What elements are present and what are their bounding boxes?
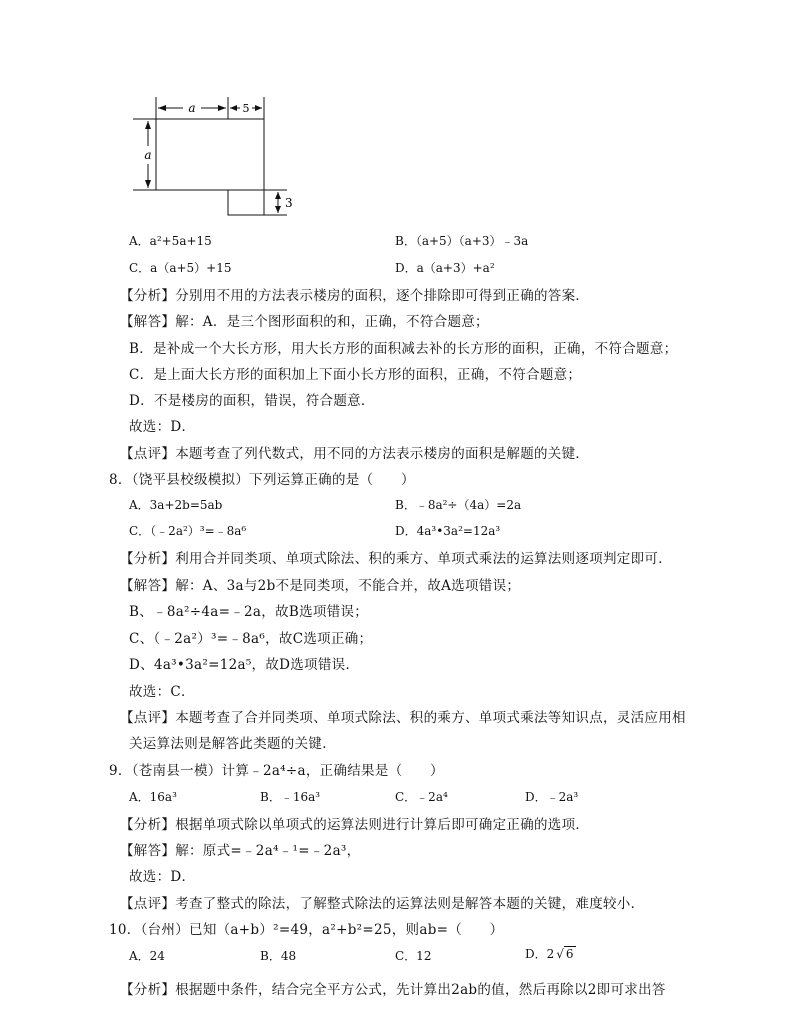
q9-analysis: 【分析】根据单项式除以单项式的运算法则进行计算后即可确定正确的选项． — [120, 817, 590, 833]
q9-choice: 故选：D． — [129, 869, 196, 885]
dim-label-3: 3 — [285, 196, 293, 210]
q7-option-d: D．a（a+3）+a² — [395, 261, 495, 275]
q7-option-a: A．a²+5a+15 — [129, 234, 212, 248]
small-rectangle — [228, 190, 264, 215]
q8-option-a: A．3a+2b=5ab — [129, 498, 223, 512]
q8-comment-line: 【点评】本题考查了合并同类项、单项式除法、积的乘方、单项式乘法等知识点，灵活应用相 — [120, 710, 686, 726]
q8-solution-line: 【解答】解：A、3a与2b不是同类项，不能合并，故A选项错误； — [120, 578, 521, 594]
q7-option-b: B．（a+5）（a+3）﹣3a — [395, 234, 529, 248]
q8-solution-line: D、4a³•3a²=12a⁵，故D选项错误． — [129, 657, 360, 673]
q9-solution-line: 【解答】解：原式=﹣2a⁴﹣¹=﹣2a³， — [120, 843, 361, 859]
large-rectangle — [156, 119, 264, 190]
q8-comment-line: 关运算法则是解答此类题的关键． — [129, 736, 336, 752]
dim-label-5: 5 — [242, 102, 250, 115]
q9-option-d: D．﹣2a³ — [525, 790, 579, 804]
q10-option-d — [525, 945, 576, 962]
q7-comment: 【点评】本题考查了列代数式，用不同的方法表示楼房的面积是解题的关键． — [120, 446, 590, 462]
q10-option-a: A．24 — [129, 949, 165, 963]
q7-analysis: 【分析】分别用不用的方法表示楼房的面积，逐个排除即可得到正确的答案． — [120, 288, 590, 304]
q9-stem: 9．（苍南县一模）计算﹣2a⁴÷a，正确结果是（ ） — [109, 763, 444, 779]
q8-stem: 8．（饶平县校级模拟）下列运算正确的是（ ） — [109, 472, 415, 488]
q9-option-c: C．﹣2a⁴ — [395, 790, 448, 804]
building-diagram — [0, 0, 300, 220]
q8-solution-line: B、﹣8a²÷4a=﹣2a，故B选项错误； — [129, 604, 369, 620]
q9-option-a: A．16a³ — [129, 790, 177, 804]
q10-analysis: 【分析】根据题中条件，结合完全平方公式，先计算出2ab的值，然后再除以2即可求出答 — [120, 982, 666, 998]
square-root-icon: √ 6 — [556, 947, 574, 961]
q7-solution-line: 【解答】解：A．是三个图形面积的和，正确，不符合题意； — [120, 314, 489, 330]
q10-option-d-label: D．2 — [525, 947, 555, 961]
q8-option-d: D．4a³•3a²=12a³ — [395, 524, 501, 538]
q10-option-c: C．12 — [395, 949, 432, 963]
q10-option-b: B．48 — [260, 949, 297, 963]
dim-label-a-top: a — [188, 101, 196, 115]
q8-solution-line: C、（﹣2a²）³=﹣8a⁶，故C选项正确； — [129, 631, 373, 647]
q9-option-b: B．﹣16a³ — [260, 790, 321, 804]
q9-comment: 【点评】考查了整式的除法，了解整式除法的运算法则是解答本题的关键，难度较小． — [120, 896, 645, 912]
q7-solution-line: C．是上面大长方形的面积加上下面小长方形的面积，正确，不符合题意； — [129, 367, 582, 383]
q7-solution-line: D．不是楼房的面积，错误，符合题意． — [129, 393, 375, 409]
q7-solution-line: B．是补成一个大长方形，用大长方形的面积减去补的长方形的面积，正确，不符合题意； — [129, 341, 678, 357]
q10-option-d-radicand: 6 — [565, 947, 574, 961]
q7-option-c: C．a（a+5）+15 — [129, 261, 232, 275]
dim-label-a-left: a — [144, 148, 152, 162]
q8-option-b: B．﹣8a²÷（4a）=2a — [395, 498, 522, 512]
q8-choice: 故选：C． — [129, 684, 195, 700]
q10-stem: 10．（台州）已知（a+b）²=49，a²+b²=25，则ab=（ ） — [109, 922, 504, 938]
q7-choice: 故选：D． — [129, 419, 196, 435]
q8-option-c: C．（﹣2a²）³=﹣8a⁶ — [129, 524, 247, 538]
q8-analysis: 【分析】利用合并同类项、单项式除法、积的乘方、单项式乘法的运算法则逐项判定即可． — [120, 551, 672, 567]
